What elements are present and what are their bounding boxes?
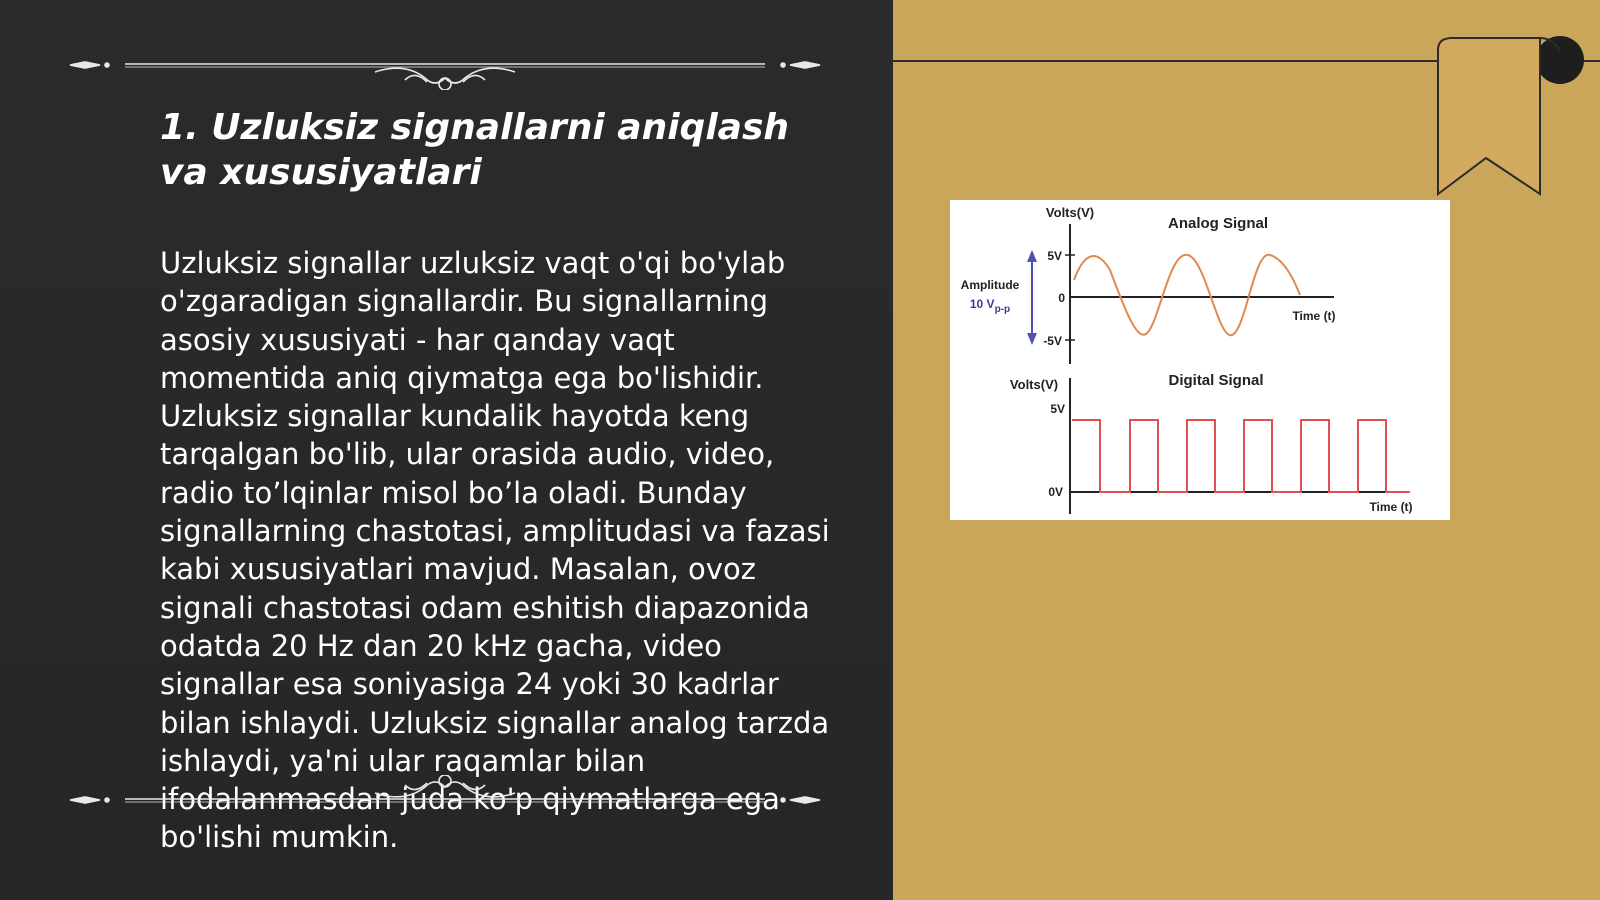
analog-x-axis-label: Time (t): [1292, 309, 1336, 323]
analog-tick-mid: 0: [1058, 291, 1065, 305]
digital-tick-bottom: 0V: [1048, 485, 1063, 499]
slide-title: 1. Uzluksiz signallarni aniqlash va xususiyatlari: [160, 107, 790, 193]
analog-title: Analog Signal: [1167, 215, 1269, 232]
analog-y-axis-label: Volts(V): [1045, 205, 1095, 220]
scroll-divider-icon: [65, 775, 825, 825]
digital-title: Digital Signal: [1168, 372, 1264, 389]
amplitude-label: Amplitude: [960, 278, 1020, 292]
bookmark-ribbon-icon: [1430, 30, 1600, 200]
amplitude-subscript: p-p: [994, 304, 1011, 315]
signal-diagram: [950, 200, 1450, 520]
digital-y-axis-label: Volts(V): [1009, 377, 1059, 392]
analog-tick-top: 5V: [1047, 249, 1062, 263]
digital-x-axis-label: Time (t): [1369, 500, 1413, 514]
analog-tick-bottom: -5V: [1043, 334, 1062, 348]
amplitude-value: 10 V: [969, 297, 995, 311]
scroll-divider-icon: [65, 40, 825, 90]
slide-body-text: Uzluksiz signallar uzluksiz vaqt o'qi bo'ylab o'zgaradigan signallardir. Bu signallarning asosiy xususiyati - har qanday vaqt momentida aniq qiymatga ega bo'lishidir. Uzluksiz signallar kundalik hayotda keng tarqalgan bo'lib, ular orasida audio, video, radio to’lqinlar misol bo’la oladi. Bunday signallarning chastotasi, amplitudasi va fazasi kabi xususiyatlari mavjud. Masalan, ovoz signali chastotasi odam eshitish diapazonida odatda 20 Hz dan 20 kHz gacha, video signallar esa soniyasiga 24 yoki 30 kadrlar bilan ishlaydi. Uzluksiz signallar analog tarzda ishlaydi, ya'ni ular raqamlar bilan ifodalanmasdan juda ko'p qiymatlarga ega bo'lishi mumkin.: [160, 246, 830, 855]
digital-tick-top: 5V: [1050, 402, 1065, 416]
